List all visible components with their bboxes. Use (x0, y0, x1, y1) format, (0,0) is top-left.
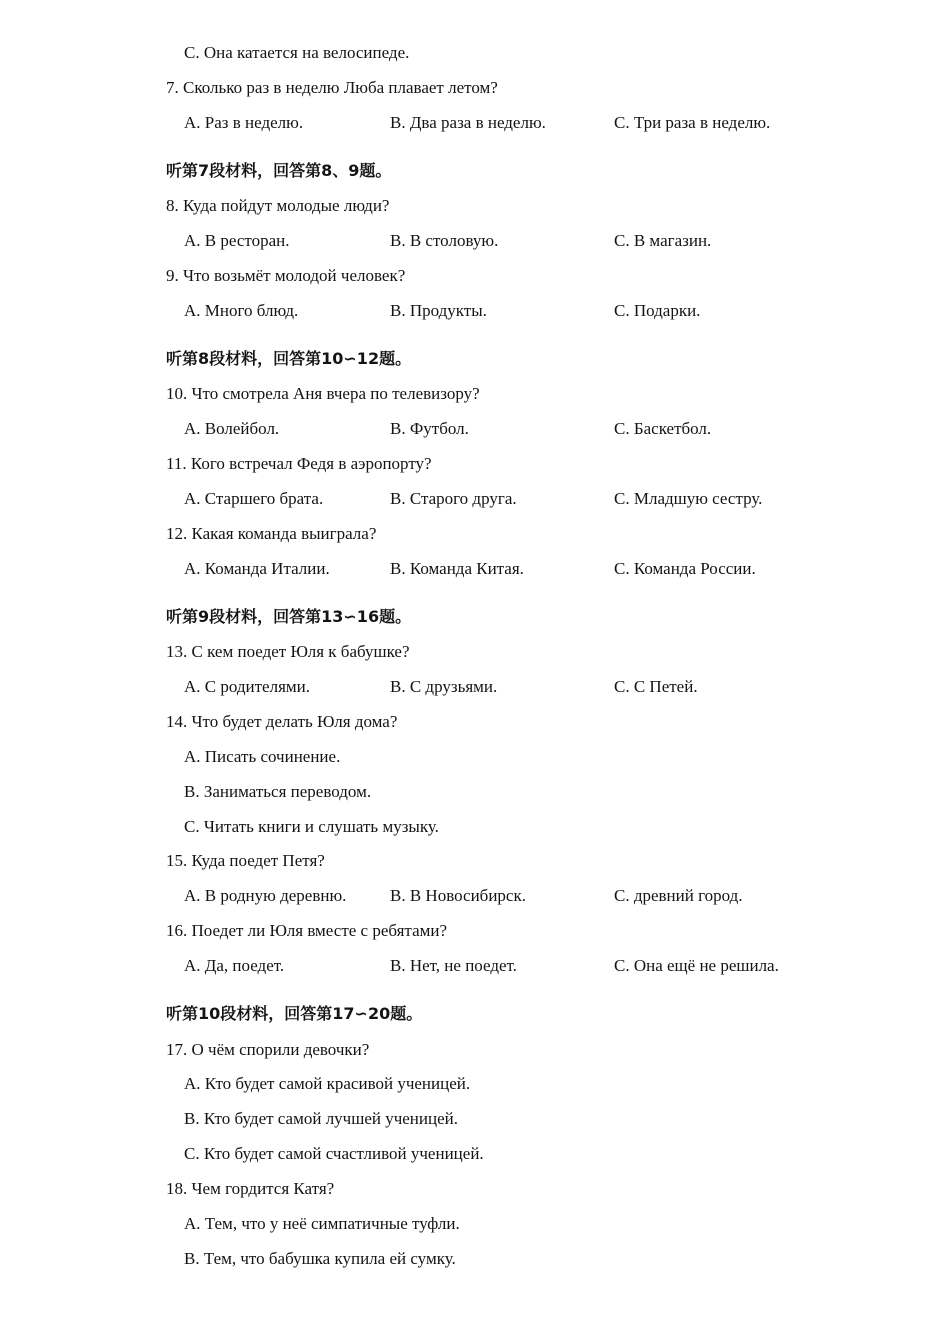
q18-option-b: B. Тем, что бабушка купила ей сумку. (184, 1249, 456, 1268)
q17-option-a: A. Кто будет самой красивой ученицей. (184, 1074, 471, 1093)
question-9: 9. Что возьмёт молодой человек? (166, 266, 406, 285)
q9-option-b: B. Продукты. (390, 301, 487, 320)
q12-option-b: B. Команда Китая. (390, 559, 524, 578)
q11-option-a: A. Старшего брата. (184, 489, 324, 508)
q16-option-c: C. Она ещё не решила. (614, 956, 779, 975)
section-header-8: 听第8段材料，回答第10∽12题。 (166, 349, 412, 368)
q14-option-a: A. Писать сочинение. (184, 747, 341, 766)
q8-option-c: C. В магазин. (614, 231, 712, 250)
q16-option-b: B. Нет, не поедет. (390, 956, 517, 975)
question-14: 14. Что будет делать Юля дома? (166, 712, 398, 731)
q13-option-a: A. С родителями. (184, 677, 311, 696)
q8-option-a: A. В ресторан. (184, 231, 290, 250)
q9-option-c: C. Подарки. (614, 301, 701, 320)
question-11: 11. Кого встречал Федя в аэропорту? (166, 454, 432, 473)
question-17: 17. О чём спорили девочки? (166, 1040, 370, 1059)
q11-option-b: B. Старого друга. (390, 489, 517, 508)
section-header-7: 听第7段材料，回答第8、9题。 (166, 161, 392, 180)
section-header-10: 听第10段材料，回答第17∽20题。 (166, 1004, 423, 1023)
question-15: 15. Куда поедет Петя? (166, 851, 325, 870)
question-10: 10. Что смотрела Аня вчера по телевизору? (166, 384, 480, 403)
q12-option-c: C. Команда России. (614, 559, 756, 578)
question-8: 8. Куда пойдут молодые люди? (166, 196, 390, 215)
q6-option-c: C. Она катается на велосипеде. (184, 43, 410, 62)
q14-option-b: B. Заниматься переводом. (184, 782, 372, 801)
q13-option-b: B. С друзьями. (390, 677, 498, 696)
q10-option-a: A. Волейбол. (184, 419, 280, 438)
q18-option-a: A. Тем, что у неё симпатичные туфли. (184, 1214, 460, 1233)
section-header-9: 听第9段材料，回答第13∽16题。 (166, 607, 412, 626)
q15-option-a: A. В родную деревню. (184, 886, 347, 905)
q13-option-c: C. С Петей. (614, 677, 698, 696)
q17-option-c: C. Кто будет самой счастливой ученицей. (184, 1144, 484, 1163)
q15-option-b: B. В Новосибирск. (390, 886, 526, 905)
q14-option-c: C. Читать книги и слушать музыку. (184, 817, 439, 836)
question-16: 16. Поедет ли Юля вместе с ребятами? (166, 921, 448, 940)
q15-option-c: C. древний город. (614, 886, 743, 905)
q7-option-a: A. Раз в неделю. (184, 113, 304, 132)
q8-option-b: B. В столовую. (390, 231, 499, 250)
question-12: 12. Какая команда выиграла? (166, 524, 377, 543)
question-18: 18. Чем гордится Катя? (166, 1179, 335, 1198)
q7-option-c: C. Три раза в неделю. (614, 113, 771, 132)
question-13: 13. С кем поедет Юля к бабушке? (166, 642, 410, 661)
q10-option-b: B. Футбол. (390, 419, 469, 438)
q10-option-c: C. Баскетбол. (614, 419, 712, 438)
q16-option-a: A. Да, поедет. (184, 956, 285, 975)
q7-option-b: B. Два раза в неделю. (390, 113, 546, 132)
q9-option-a: A. Много блюд. (184, 301, 299, 320)
q17-option-b: B. Кто будет самой лучшей ученицей. (184, 1109, 458, 1128)
question-7: 7. Сколько раз в неделю Люба плавает летом? (166, 78, 498, 97)
q12-option-a: A. Команда Италии. (184, 559, 330, 578)
q11-option-c: C. Младшую сестру. (614, 489, 763, 508)
